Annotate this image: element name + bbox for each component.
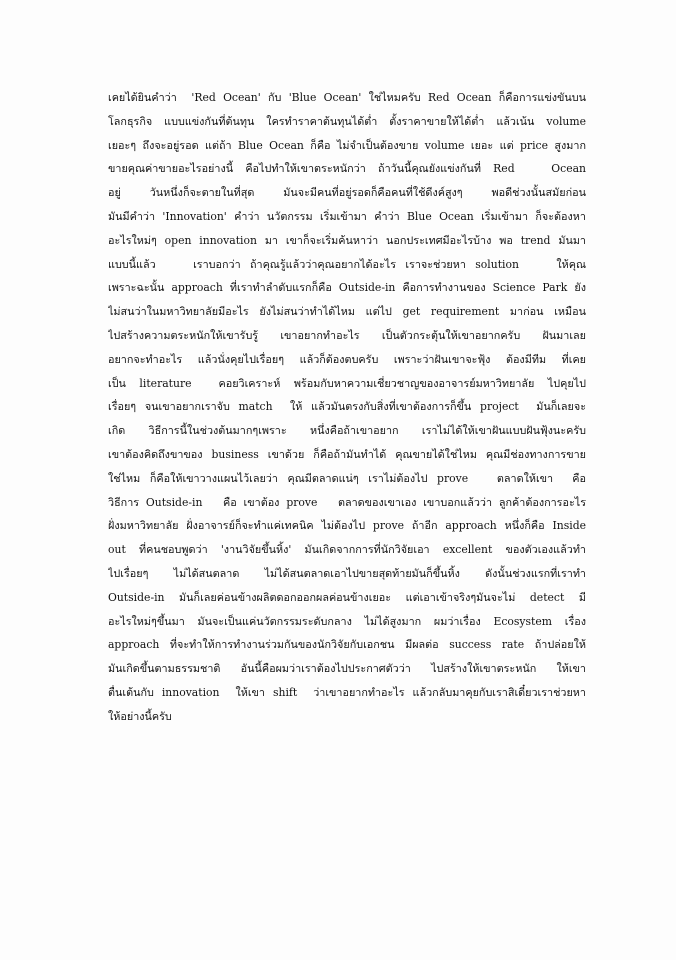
text-line: อยากจะทำอะไร แล้วนั่งคุยไปเรื่อยๆ แล้วก็ต้องตบครับ เพราะว่าฝันเขาจะฟุ้ง ต้องมีทีม ที่เคย	[108, 352, 586, 366]
text-line: เยอะๆ ถึงจะอยู่รอด แต่ถ้า Blue Ocean ก็คือ ไม่จำเป็นต้องขาย volume เยอะ แต่ price สูงมาก	[108, 138, 586, 152]
text-line: เขาต้องคิดถึงขาของ business เขาด้วย ก็คือถ้ามันทำได้ คุณขายได้ใช่ไหม คุณมีช่องทางการขาย	[108, 447, 586, 461]
text-line: Outside-in มันก็เลยค่อนข้างผลิตดอกออกผลค่อนข้างเยอะ แต่เอาเข้าจริงๆมันจะไม่ detect มี	[108, 590, 586, 604]
text-line: เป็น literature คอยวิเคราะห์ พร้อมกับหาความเชี่ยวชาญของอาจารย์มหาวิทยาลัย ไปคุยไป	[108, 376, 586, 390]
text-line: เพราะฉะนั้น approach ที่เราทำลำดับแรกก็คือ Outside-in คือการทำงานของ Science Park ยัง	[108, 281, 586, 295]
text-line: เกิด วิธีการนี้ในช่วงต้นมากๆเพราะ หนึ่งคือถ้าเขาอยาก เราไม่ได้ให้เขาฝันแบบฝันฟุ้งนะครับ	[108, 424, 586, 438]
text-line: อะไรใหม่ๆ open innovation มา เขาก็จะเริ่มค้นหาว่า นอกประเทศมีอะไรบ้าง พอ trend มันมา	[108, 233, 586, 247]
text-line: เคยได้ยินคำว่า 'Red Ocean' กับ 'Blue Ocean' ใช่ไหมครับ Red Ocean ก็คือการแข่งขันบน	[108, 91, 586, 104]
text-line: เรื่อยๆ จนเขาอยากเราจับ match ให้ แล้วมันตรงกับสิ่งที่เขาต้องการก็ขึ้น project มันก็เลยจะ	[108, 400, 586, 414]
text-line: มันเกิดขึ้นตามธรรมชาติ อันนี้คือผมว่าเราต้องไปประกาศตัวว่า ไปสร้างให้เขาตระหนัก ให้เขา	[108, 662, 586, 676]
text-line: ไปสร้างความตระหนักให้เขารับรู้ เขาอยากทำอะไร เป็นตัวกระตุ้นให้เขาอยากครับ ฝันมาเลย	[108, 328, 586, 342]
text-line: out ที่คนชอบพูดว่า 'งานวิจัยขึ้นหิ้ง' มันเกิดจากการที่นักวิจัยเอา excellent ของตัวเองแล้วทำ	[108, 543, 586, 557]
text-line: ไปเรื่อยๆ ไม่ได้สนตลาด ไม่ได้สนตลาดเอาไปขายสุดท้ายมันก็ขึ้นหิ้ง ดังนั้นช่วงแรกที่เราทำ	[108, 566, 586, 580]
text-line: ฝั่งมหาวิทยาลัย ฝั่งอาจารย์ก็จะทำแค่เทคนิค ไม่ต้องไป prove ถ้าอีก approach หนึ่งก็คือ Inside	[108, 519, 586, 533]
text-line: มันมีคำว่า 'Innovation' คำว่า นวัตกรรม เริ่มเข้ามา คำว่า Blue Ocean เริ่มเข้ามา ก็จะต้องหา	[108, 209, 586, 223]
text-line: approach ที่จะทำให้การทำงานร่วมกันของนักวิจัยกับเอกชน มีผลต่อ success rate ถ้าปล่อยให้	[108, 638, 586, 652]
text-line: อะไรใหม่ๆขึ้นมา มันจะเป็นแค่นวัตกรรมระดับกลาง ไม่ได้สูงมาก ผมว่าเรื่อง Ecosystem เรื่อง	[108, 614, 586, 628]
body-text	[108, 86, 586, 729]
text-line: อยู่ วันหนึ่งก็จะตายในที่สุด มันจะมีคนที่อยู่รอดก็คือคนที่ใช้ดีงค์สูงๆ พอดีช่วงนั้นสมัยก่อน	[108, 186, 586, 200]
text-line: ใช่ไหม ก็คือให้เขาวางแผนไว้เลยว่า คุณมีตลาดแน่ๆ เราไม่ต้องไป prove ตลาดให้เขา คือ	[108, 471, 586, 485]
text-line: วิธีการ Outside-in คือ เขาต้อง prove ตลาดของเขาเอง เขาบอกแล้วว่า ลูกค้าต้องการอะไร	[108, 495, 586, 509]
text-line: ตื่นเต้นกับ innovation ให้เขา shift ว่าเขาอยากทำอะไร แล้วกลับมาคุยกับเราสิเดี๋ยวเราช่วยหา	[108, 685, 586, 699]
text-line: ให้อย่างนี้ครับ	[108, 709, 172, 723]
text-line: โลกธุรกิจ แบบแข่งกันที่ต้นทุน ใครทำราคาต้นทุนได้ต่ำ ตั้งราคาขายให้ได้ต่ำ แล้วเน้น volume	[108, 114, 586, 128]
text-line: แบบนี้แล้ว เราบอกว่า ถ้าคุณรู้แล้วว่าคุณอยากได้อะไร เราจะช่วยหา solution ให้คุณ	[108, 257, 586, 271]
text-line: ไม่สนว่าในมหาวิทยาลัยมีอะไร ยังไม่สนว่าทำได้ไหม แต่ไป get requirement มาก่อน เหมือน	[108, 305, 586, 319]
text-line: ขายคุณค่าขายอะไรอย่างนี้ คือไปทำให้เขาตระหนักว่า ถ้าวันนี้คุณยังแข่งกันที่ Red Ocean	[108, 162, 586, 176]
